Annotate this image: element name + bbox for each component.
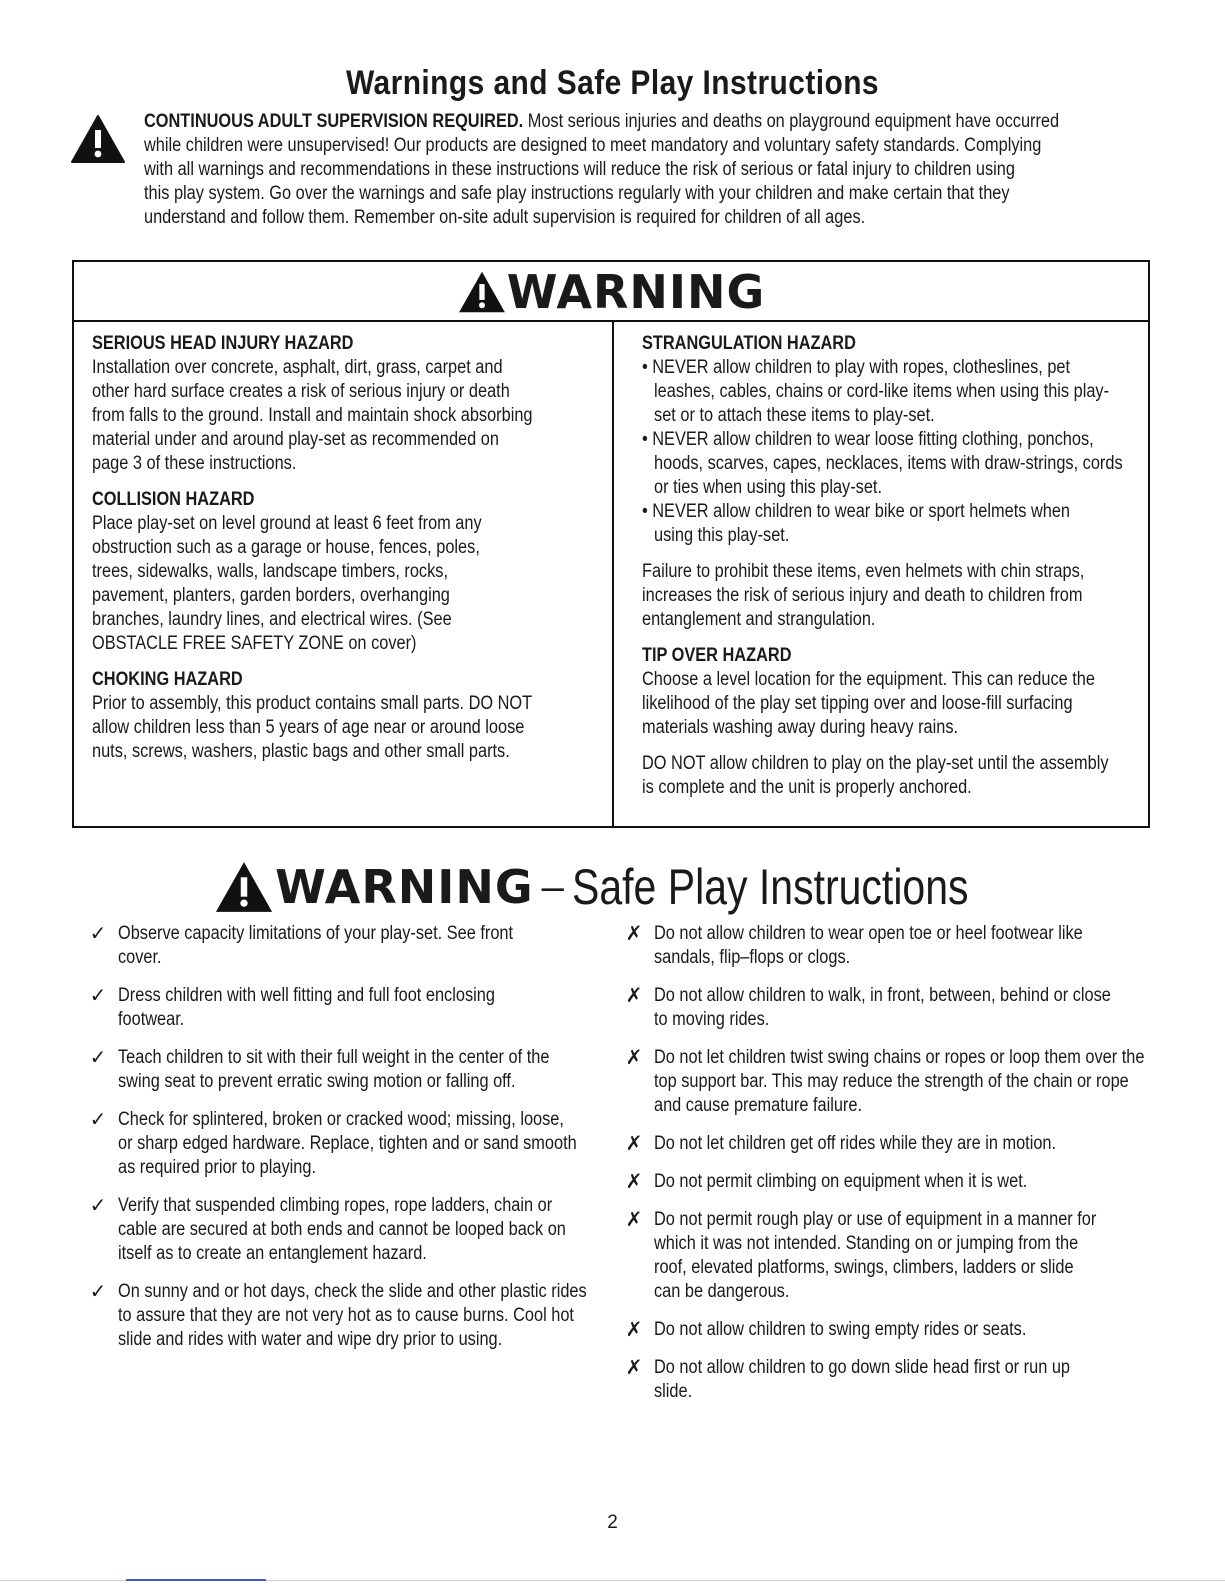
dont-item-text: Do not let children twist swing chains or ropes or loop them over the top support bar. This may reduce the strength of the chain or rope and cause premature failure.: [654, 1047, 1145, 1116]
do-item: [86, 922, 586, 970]
warning-box: [72, 260, 1150, 828]
cross-icon: ✗: [625, 1319, 643, 1341]
strangulation-bullet: • NEVER allow children to wear bike or sport helmets when using this play-set.: [642, 501, 1071, 546]
supervision-line: Most serious injuries and deaths on playground equipment have occurred: [527, 111, 1060, 132]
strangulation-title: STRANGULATION HAZARD: [642, 333, 856, 354]
do-item-text: Observe capacity limitations of your play-set. See front cover.: [118, 923, 514, 968]
cross-icon: ✗: [625, 1357, 643, 1379]
cross-icon: ✗: [625, 1047, 643, 1069]
dont-item-text: Do not let children get off rides while they are in motion.: [654, 1133, 1057, 1154]
supervision-line: while children were unsupervised! Our products are designed to meet mandatory and voluntary safety standards. Complying: [144, 135, 1042, 156]
warning-right-column: [642, 332, 1162, 812]
do-item-text: Teach children to sit with their full weight in the center of the swing seat to prevent erratic swing motion or falling off.: [118, 1047, 550, 1092]
do-item-text: Verify that suspended climbing ropes, rope ladders, chain or cable are secured at both ends and cannot be looped back on itself as to create an entanglement hazard.: [118, 1195, 566, 1264]
warning-triangle-icon: [70, 114, 126, 164]
cross-icon: ✗: [625, 1171, 643, 1193]
choking-text: Prior to assembly, this product contains small parts. DO NOT allow children less than 5 years of age near or around loose nuts, screws, washers, plastic bags and other small parts.: [92, 693, 532, 762]
check-icon: ✓: [89, 923, 107, 945]
dont-item-text: Do not allow children to walk, in front, between, behind or close to moving rides.: [654, 985, 1111, 1030]
do-item-text: Check for splintered, broken or cracked wood; missing, loose, or sharp edged hardware. Replace, tighten and or sand smooth as required prior to playing.: [118, 1109, 577, 1178]
check-icon: ✓: [89, 1047, 107, 1069]
dont-item: [622, 922, 1142, 970]
do-item: [86, 984, 586, 1032]
safe-play-dash: –: [541, 864, 564, 909]
cross-icon: ✗: [625, 1209, 643, 1231]
cross-icon: ✗: [625, 923, 643, 945]
supervision-line: with all warnings and recommendations in these instructions will reduce the risk of serious or fatal injury to children using: [144, 159, 1015, 180]
dont-item-text: Do not allow children to go down slide head first or run up slide.: [654, 1357, 1071, 1402]
check-icon: ✓: [89, 1281, 107, 1303]
warning-banner-text: WARNING: [506, 265, 766, 319]
collision-text: Place play-set on level ground at least 6 feet from any obstruction such as a garage or house, fences, poles, trees, sidewalks, walls, landscape timbers, rocks, pavement, planters, garden borders, overhanging branches, laundry lines, and electrical wires. (See OBSTACLE FREE SAFETY ZONE on cover): [92, 513, 482, 654]
supervision-lead: CONTINUOUS ADULT SUPERVISION REQUIRED.: [144, 111, 524, 132]
tip-over-note: DO NOT allow children to play on the play-set until the assembly is complete and the unit is properly anchored.: [642, 753, 1109, 798]
choking-title: CHOKING HAZARD: [92, 669, 243, 690]
strangulation-note: Failure to prohibit these items, even helmets with chin straps, increases the risk of serious injury and death to children from entanglement and strangulation.: [642, 561, 1085, 630]
do-item: [86, 1046, 586, 1094]
bottom-link-underline: [126, 1579, 266, 1581]
check-icon: ✓: [89, 1109, 107, 1131]
page-number: 2: [607, 1512, 618, 1533]
column-divider: [612, 320, 614, 828]
safe-play-banner-text: WARNING: [275, 860, 534, 914]
cross-icon: ✗: [625, 1133, 643, 1155]
dont-item-text: Do not allow children to wear open toe or heel footwear like sandals, flip–flops or clogs.: [654, 923, 1083, 968]
warning-left-column: [92, 332, 612, 776]
head-injury-title: SERIOUS HEAD INJURY HAZARD: [92, 333, 354, 354]
tip-over-title: TIP OVER HAZARD: [642, 645, 792, 666]
do-item-text: Dress children with well fitting and full foot enclosing footwear.: [118, 985, 495, 1030]
strangulation-bullet: • NEVER allow children to play with ropes, clotheslines, pet leashes, cables, chains or cord-like items when using this play-set or to attach these items to play-set.: [642, 357, 1110, 426]
dont-list: [622, 922, 1145, 1418]
cross-icon: ✗: [625, 985, 643, 1007]
page-title: Warnings and Safe Play Instructions: [345, 64, 880, 102]
dont-item-text: Do not permit rough play or use of equipment in a manner for which it was not intended. Standing on or jumping from the roof, elevated platforms, swings, climbers, ladders or slide can be dangerous.: [654, 1209, 1097, 1302]
dont-item: [622, 1208, 1142, 1304]
safe-play-subtitle: Safe Play Instructions: [571, 859, 969, 915]
warning-triangle-icon: [457, 270, 507, 314]
dont-item-text: Do not allow children to swing empty rides or seats.: [654, 1319, 1027, 1340]
do-list: [86, 922, 586, 1366]
supervision-line: understand and follow them. Remember on-site adult supervision is required for children of all ages.: [144, 207, 866, 228]
warning-triangle-icon: [213, 860, 275, 914]
do-item-text: On sunny and or hot days, check the slide and other plastic rides to assure that they are not very hot as to cause burns. Cool hot slide and rides with water and wipe dry prior to using.: [118, 1281, 587, 1350]
check-icon: ✓: [89, 985, 107, 1007]
supervision-line: this play system. Go over the warnings and safe play instructions regularly with your children and make certain that they: [144, 183, 1010, 204]
dont-item: [622, 1318, 1142, 1342]
warning-box-header: [74, 262, 1148, 322]
head-injury-text: Installation over concrete, asphalt, dirt, grass, carpet and other hard surface creates a risk of serious injury or death from falls to the ground. Install and maintain shock absorbing material under and around play-set as recommended on page 3 of these instructions.: [92, 357, 533, 474]
dont-item: [622, 1132, 1142, 1156]
strangulation-bullet: • NEVER allow children to wear loose fitting clothing, ponchos, hoods, scarves, capes, necklaces, items with draw-strings, cords or ties when using this play-set.: [642, 429, 1123, 498]
tip-over-text: Choose a level location for the equipment. This can reduce the likelihood of the play set tipping over and loose-fill surfacing materials washing away during heavy rains.: [642, 669, 1095, 738]
safe-play-title: [0, 855, 1225, 919]
check-icon: ✓: [89, 1195, 107, 1217]
do-item: [86, 1108, 586, 1180]
dont-item: [622, 1170, 1142, 1194]
collision-title: COLLISION HAZARD: [92, 489, 255, 510]
do-item: [86, 1280, 586, 1352]
dont-item-text: Do not permit climbing on equipment when it is wet.: [654, 1171, 1028, 1192]
do-item: [86, 1194, 586, 1266]
supervision-text: [144, 110, 1167, 230]
dont-item: [622, 984, 1142, 1032]
dont-item: [622, 1356, 1142, 1404]
warning-banner: [457, 262, 766, 322]
dont-item: [622, 1046, 1145, 1118]
